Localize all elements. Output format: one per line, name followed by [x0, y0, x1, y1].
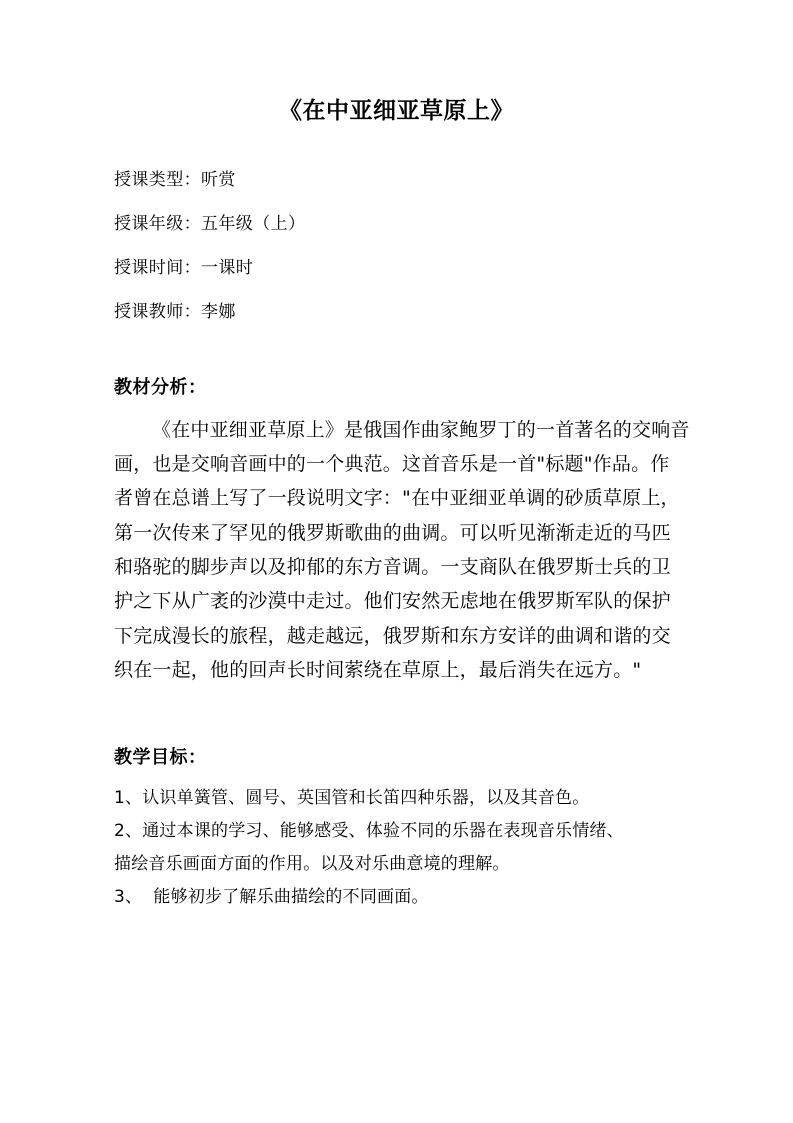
list-item-continuation: 描绘音乐画面方面的作用。以及对乐曲意境的理解。	[114, 854, 510, 875]
metadata-line-grade: 授课年级：五年级（上）	[114, 213, 306, 234]
body-line: 第一次传来了罕见的俄罗斯歌曲的曲调。可以听见渐渐走近的马匹	[114, 521, 671, 544]
course-metadata	[0, 169, 793, 322]
teaching-objectives-list	[0, 782, 793, 914]
section-heading-teaching-objectives: 教学目标：	[114, 747, 207, 769]
body-line: 《在中亚细亚草原上》是俄国作曲家鲍罗丁的一首著名的交响音	[152, 418, 690, 441]
section-heading-material-analysis: 教材分析：	[114, 376, 207, 398]
list-item: 1、认识单簧管、圆号、英国管和长笛四种乐器，以及其音色。	[114, 788, 590, 809]
list-item: 3、 能够初步了解乐曲描绘的不同画面。	[114, 887, 429, 908]
material-analysis-body	[0, 413, 793, 687]
body-line: 画，也是交响音画中的一个典范。这首音乐是一首"标题"作品。作	[114, 453, 670, 476]
page-title: 《在中亚细亚草原上》	[279, 97, 514, 124]
body-line: 和骆驼的脚步声以及抑郁的东方音调。一支商队在俄罗斯士兵的卫	[114, 555, 671, 578]
metadata-line-teacher: 授课教师：李娜	[114, 301, 236, 322]
metadata-line-duration: 授课时间：一课时	[114, 257, 254, 278]
metadata-line-course-type: 授课类型：听赏	[114, 169, 236, 190]
body-line: 下完成漫长的旅程，越走越远，俄罗斯和东方安详的曲调和谐的交	[114, 624, 671, 647]
list-item: 2、通过本课的学习、能够感受、体验不同的乐器在表现音乐情绪、	[114, 821, 624, 842]
body-line: 者曾在总谱上写了一段说明文字："在中亚细亚单调的砂质草原上，	[114, 487, 680, 510]
body-line: 护之下从广袤的沙漠中走过。他们安然无虑地在俄罗斯军队的保护	[114, 590, 671, 613]
body-line: 织在一起，他的回声长时间萦绕在草原上，最后消失在远方。"	[114, 658, 642, 681]
